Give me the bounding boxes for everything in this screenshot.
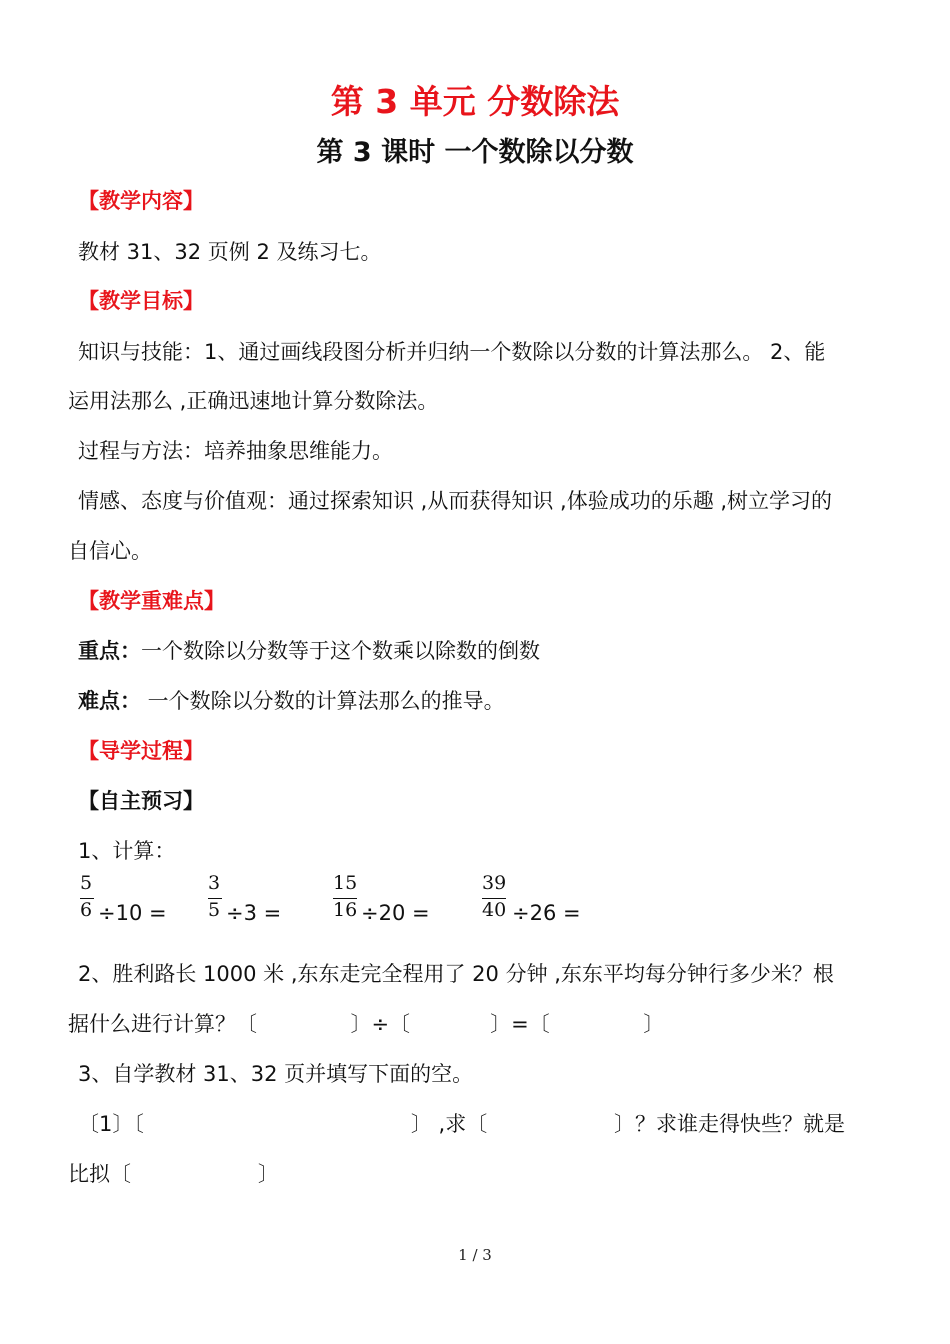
lesson-title: 第 3 课时 一个数除以分数 [316, 137, 634, 168]
difficulty-label: 难点： [78, 689, 141, 713]
denominator: 16 [333, 899, 358, 921]
denominator: 40 [482, 899, 507, 921]
goal-emotion-line2: 自信心。 [68, 539, 152, 563]
difficulty-text: 一个数除以分数的计算法那么的推导。 [141, 689, 505, 713]
section-heading-preview: 【自主预习】 [78, 789, 204, 813]
question2-line1: 2、胜利路长 1000 米 ,东东走完全程用了 20 分钟 ,东东平均每分钟行多少米？根 [78, 962, 834, 986]
numerator: 3 [208, 872, 221, 894]
denominator: 6 [80, 899, 93, 921]
section-heading-goals: 【教学目标】 [78, 289, 204, 313]
division-expression: ÷26 = [512, 901, 581, 925]
denominator: 5 [208, 899, 221, 921]
goal-emotion-line1: 情感、态度与价值观：通过探索知识 ,从而获得知识 ,体验成功的乐趣 ,树立学习的 [78, 489, 833, 513]
content-text: 教材 31、32 页例 2 及练习七。 [78, 240, 382, 264]
unit-title: 第 3 单元 分数除法 [330, 82, 620, 121]
difficulty-line [78, 685, 505, 715]
key-point-label: 重点： [78, 639, 141, 663]
numerator: 15 [333, 872, 358, 894]
question3-line1: 3、自学教材 31、32 页并填写下面的空。 [78, 1062, 474, 1086]
question3-line3: 比拟〔 〕 [68, 1162, 279, 1186]
division-expression: ÷10 = [98, 901, 167, 925]
key-point-line [78, 635, 540, 665]
goal-knowledge-line2: 运用法那么 ,正确迅速地计算分数除法。 [68, 389, 439, 413]
numerator: 5 [80, 872, 93, 894]
section-heading-key-points: 【教学重难点】 [78, 589, 225, 613]
question2-line2: 据什么进行计算？〔 〕÷〔 〕=〔 〕 [68, 1012, 665, 1036]
section-heading-process: 【导学过程】 [78, 739, 204, 763]
goal-knowledge-line1: 知识与技能：1、通过画线段图分析并归纳一个数除以分数的计算法那么。 2、能 [78, 340, 826, 364]
page-number: 1 / 3 [458, 1246, 492, 1264]
question1-label: 1、计算： [78, 839, 176, 863]
goal-process: 过程与方法：培养抽象思维能力。 [78, 439, 393, 463]
question3-line2: 〔1〕〔 〕 ,求〔 〕？求谁走得快些？就是 [78, 1112, 846, 1136]
key-point-text: 一个数除以分数等于这个数乘以除数的倒数 [141, 639, 540, 663]
division-expression: ÷20 = [361, 901, 430, 925]
division-expression: ÷3 = [226, 901, 282, 925]
numerator: 39 [482, 872, 507, 894]
section-heading-content: 【教学内容】 [78, 189, 204, 213]
